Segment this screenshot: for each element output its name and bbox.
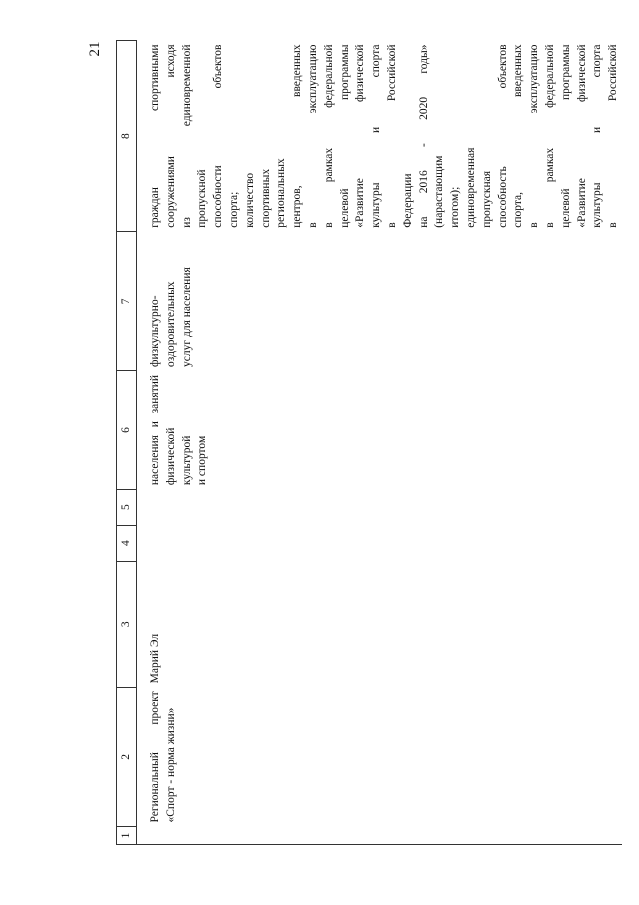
cell-col-5: [137, 489, 622, 525]
col7-line: оздоровительных: [164, 281, 177, 367]
project-line: «Спорт - норма жизни»: [164, 707, 177, 823]
col8-line: центров, введенных: [291, 44, 304, 228]
col8-line: на 2016 - 2020 годы»: [417, 44, 430, 228]
col8-line: в Российской: [607, 44, 620, 228]
col7-line: физкультурно-: [149, 295, 161, 367]
project-line: Региональный проект: [149, 691, 161, 823]
col6-line: культурой: [180, 435, 193, 486]
header-col-4: 4: [117, 525, 137, 561]
header-col-7: 7: [117, 232, 137, 371]
header-col-2: 2: [117, 687, 137, 826]
col8-line: в эксплуатацию: [306, 44, 319, 228]
cell-col-6: [137, 371, 622, 489]
header-col-8: 8: [117, 41, 137, 232]
col8-line: целевой программы: [338, 44, 351, 228]
col6-line: физической: [164, 427, 177, 486]
cell-project-name: [137, 687, 622, 826]
cell-col-7: [137, 232, 622, 371]
header-col-3: 3: [117, 561, 137, 687]
responsible-text: Марий Эл: [149, 633, 161, 684]
col8-line: культуры и спорта: [370, 44, 383, 228]
col8-line: пропускной: [196, 169, 209, 228]
col8-line: из единовременной: [180, 44, 193, 228]
col8-line: в эксплуатацию: [528, 44, 541, 228]
col8-line: сооружениями исходя: [164, 44, 177, 228]
col7-line: услуг для населения: [180, 267, 193, 367]
col8-line: спортивных: [259, 168, 272, 228]
col8-line: «Развитие физической: [354, 44, 367, 228]
col8-line: в рамках федеральной: [322, 44, 335, 228]
col8-line: в Российской: [385, 44, 398, 228]
col8-line: количество: [243, 172, 256, 228]
cell-responsible: [137, 561, 622, 687]
col8-line: (нарастающим: [433, 155, 446, 228]
col8-line: единовременная: [464, 147, 477, 228]
table-row: [137, 41, 622, 845]
col8-line: граждан спортивными: [149, 44, 161, 228]
col8-line: способности объектов: [212, 44, 225, 228]
header-row: [117, 41, 137, 845]
page-number: 21: [87, 41, 103, 57]
cell-col-8: [137, 41, 622, 232]
cell-col-4: [137, 525, 622, 561]
col8-line: культуры и спорта: [591, 44, 604, 228]
header-col-5: 5: [117, 489, 137, 525]
col8-line: «Развитие физической: [575, 44, 588, 228]
col8-line: в рамках федеральной: [543, 44, 556, 228]
data-table: [116, 40, 622, 845]
col8-line: Федерации: [401, 173, 414, 228]
cell-col-1: [137, 826, 622, 844]
col8-line: итогом);: [449, 186, 462, 228]
col8-line: способность объектов: [496, 44, 509, 228]
col6-line: и спортом: [196, 435, 209, 486]
header-col-1: 1: [117, 826, 137, 844]
col8-line: пропускная: [480, 170, 493, 228]
col8-line: целевой программы: [559, 44, 572, 228]
col8-line: спорта, введенных: [512, 44, 525, 228]
col6-line: населения и занятий: [149, 374, 161, 486]
rotated-page-content: [116, 40, 620, 845]
col8-line: региональных: [275, 158, 288, 228]
header-col-6: 6: [117, 371, 137, 489]
col8-line: спорта;: [227, 191, 240, 228]
